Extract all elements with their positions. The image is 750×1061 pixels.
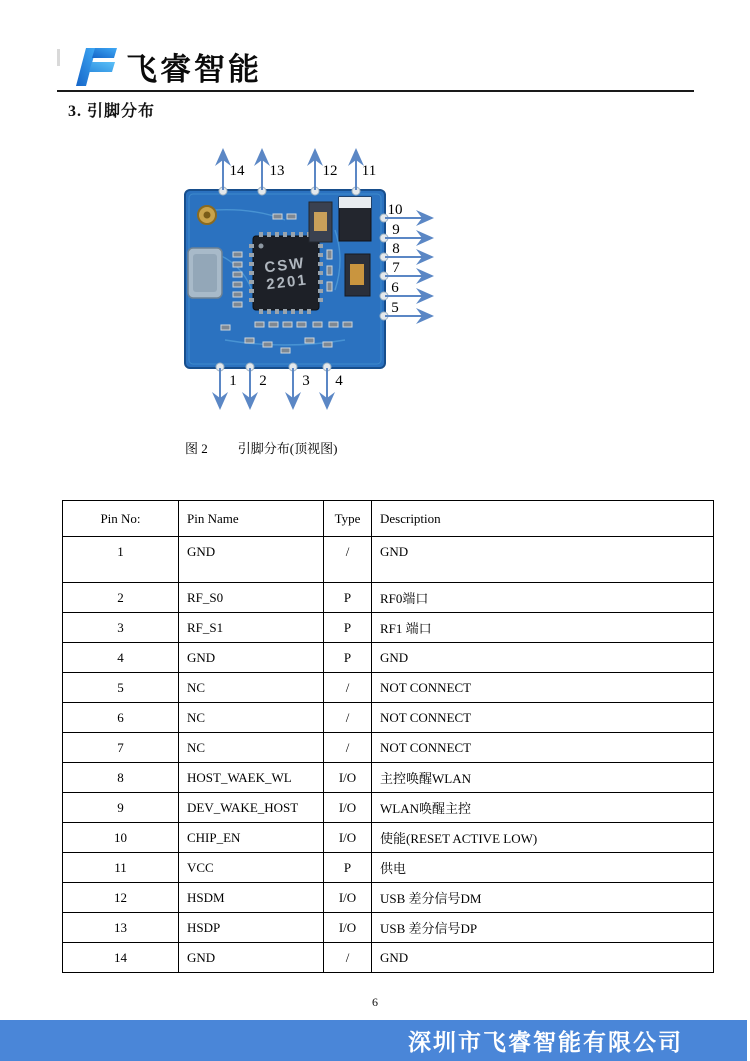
table-cell: GND (372, 537, 714, 583)
pin-label-13: 13 (269, 163, 285, 179)
table-cell: / (324, 943, 372, 973)
table-cell: WLAN唤醒主控 (372, 793, 714, 823)
pin-label-7: 7 (392, 260, 400, 276)
table-cell: GND (179, 943, 324, 973)
column-header-pin-name: Pin Name (179, 501, 324, 537)
table-cell: 1 (63, 537, 179, 583)
chip-silkscreen-line1: CSW (263, 254, 307, 277)
table-cell: I/O (324, 883, 372, 913)
crystal-component (188, 248, 222, 298)
page-number: 6 (372, 995, 378, 1009)
table-cell: / (324, 537, 372, 583)
table-cell: I/O (324, 823, 372, 853)
table-cell: NC (179, 673, 324, 703)
table-cell: I/O (324, 913, 372, 943)
table-cell: RF1 端口 (372, 613, 714, 643)
table-cell: NC (179, 703, 324, 733)
table-cell: / (324, 703, 372, 733)
table-cell: RF_S1 (179, 613, 324, 643)
table-cell: 8 (63, 763, 179, 793)
table-cell: 7 (63, 733, 179, 763)
table-cell: 11 (63, 853, 179, 883)
table-cell: P (324, 643, 372, 673)
table-row (63, 823, 714, 853)
table-row (63, 943, 714, 973)
table-cell: 10 (63, 823, 179, 853)
table-cell: USB 差分信号DM (372, 883, 714, 913)
pin-label-3: 3 (302, 373, 310, 389)
table-row (63, 673, 714, 703)
table-cell: NOT CONNECT (372, 733, 714, 763)
table-cell: P (324, 583, 372, 613)
table-cell: GND (179, 537, 324, 583)
figure-caption (185, 438, 337, 457)
figure-caption-text: 引脚分布(顶视图) (237, 441, 338, 456)
table-row (63, 537, 714, 583)
pin-table (62, 500, 714, 973)
table-cell: / (324, 733, 372, 763)
table-cell: 2 (63, 583, 179, 613)
table-row (63, 793, 714, 823)
table-cell: 12 (63, 883, 179, 913)
table-cell: 9 (63, 793, 179, 823)
table-cell: 3 (63, 613, 179, 643)
table-cell: NC (179, 733, 324, 763)
table-cell: DEV_WAKE_HOST (179, 793, 324, 823)
table-cell: RF_S0 (179, 583, 324, 613)
chip-silkscreen-line2: 2201 (265, 271, 309, 294)
table-row (63, 913, 714, 943)
pin-label-6: 6 (391, 280, 399, 296)
main-chip (249, 232, 323, 314)
pin-label-9: 9 (392, 222, 400, 238)
logo-icon (72, 46, 118, 88)
table-row (63, 703, 714, 733)
pin-label-14: 14 (229, 163, 245, 179)
logo-text: 飞睿智能 (126, 52, 262, 87)
column-header-description: Description (372, 501, 714, 537)
footer-company-name: 深圳市飞睿智能有限公司 (408, 1030, 683, 1055)
pin-label-11: 11 (361, 163, 377, 179)
table-row (63, 883, 714, 913)
table-cell: 13 (63, 913, 179, 943)
table-cell: 供电 (372, 853, 714, 883)
table-cell: I/O (324, 793, 372, 823)
table-cell: VCC (179, 853, 324, 883)
table-cell: 主控唤醒WLAN (372, 763, 714, 793)
table-cell: CHIP_EN (179, 823, 324, 853)
footer-bar (0, 1020, 747, 1061)
table-row (63, 733, 714, 763)
table-cell: HOST_WAEK_WL (179, 763, 324, 793)
pin-label-5: 5 (391, 300, 399, 316)
header-divider (57, 90, 694, 92)
table-cell: GND (372, 643, 714, 673)
table-cell: HSDM (179, 883, 324, 913)
table-row (63, 763, 714, 793)
pin-label-2: 2 (259, 373, 267, 389)
pin-label-10: 10 (387, 202, 403, 218)
table-cell: P (324, 613, 372, 643)
table-row (63, 643, 714, 673)
column-header-pin-no: Pin No: (63, 501, 179, 537)
table-row (63, 853, 714, 883)
table-cell: NOT CONNECT (372, 673, 714, 703)
table-cell: 使能(RESET ACTIVE LOW) (372, 823, 714, 853)
table-cell: GND (179, 643, 324, 673)
table-cell: HSDP (179, 913, 324, 943)
table-cell: USB 差分信号DP (372, 913, 714, 943)
pin-table-body (63, 537, 714, 973)
table-row (63, 613, 714, 643)
table-header-row (63, 501, 714, 537)
table-cell: 4 (63, 643, 179, 673)
table-cell: 5 (63, 673, 179, 703)
table-cell: NOT CONNECT (372, 703, 714, 733)
pin-label-1: 1 (229, 373, 237, 389)
pcb-board (185, 187, 388, 371)
column-header-type: Type (324, 501, 372, 537)
table-cell: GND (372, 943, 714, 973)
pin-label-12: 12 (322, 163, 338, 179)
table-cell: / (324, 673, 372, 703)
table-cell: I/O (324, 763, 372, 793)
scan-artifact (57, 49, 60, 66)
table-cell: 14 (63, 943, 179, 973)
section-heading: 3. 引脚分布 (68, 103, 156, 120)
company-logo (72, 44, 262, 89)
table-cell: RF0端口 (372, 583, 714, 613)
table-cell: 6 (63, 703, 179, 733)
pin-label-8: 8 (392, 241, 400, 257)
table-cell: P (324, 853, 372, 883)
pin-label-4: 4 (335, 373, 343, 389)
figure-number: 图 2 (185, 441, 208, 456)
table-row (63, 583, 714, 613)
